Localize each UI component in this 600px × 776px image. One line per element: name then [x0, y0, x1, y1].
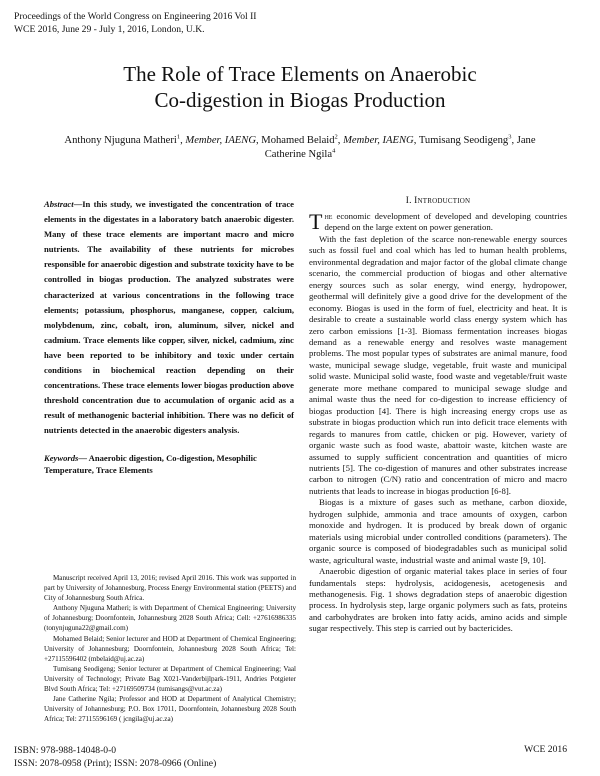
title-line-1: The Role of Trace Elements on Anaerobic — [123, 62, 477, 86]
footer-issn: ISSN: 2078-0958 (Print); ISSN: 2078-0966 (Online) — [14, 758, 217, 769]
author-2-role: Member, IAENG — [343, 135, 414, 146]
author-2-affil: 2 — [334, 133, 338, 141]
abstract-text: —In this study, we investigated the concentration of trace elements in the digestates in a laboratory batch anaerobic digester. Many of these trace elements are important macro and micro nutrients. The availability of these nutrients for microbes responsible for anaerobic digestion and substrate toxicity have to be controlled in biogas production. The analyzed substrates were characterized at various concentrations in the following trace elements; potassium, phosphorus, manganese, copper, calcium, molybdenum, zinc, cobalt, iron, aluminum, silver, nickel and cadmium. Trace elements like copper, silver, nickel, cadmium, zinc have been reported to be inhibitory and toxic under certain conditions in biochemical reaction depending on their concentrations. These trace elements lower biogas production above threshold concentration due to accumulation of organic acid as a result of methanogenic bacterial inhibition. There was no deficit of nutrients detected in the anaerobic digesters analysis. — [44, 199, 294, 436]
author-4-name: Jane Catherine Ngila — [264, 135, 536, 160]
footer-wce: WCE 2016 — [524, 744, 567, 755]
footer-isbn: ISBN: 978-988-14048-0-0 — [14, 745, 117, 756]
page-footer — [14, 744, 216, 770]
keywords — [44, 452, 294, 477]
footnote-author-2: Mohamed Belaid; Senior lecturer and HOD at Department of Chemical Engineering; University of Johannesburg; Doornfontein, Johannesburg 2028 South Africa; Tel: +27115596402 (mbelaid@uj.ac.za) — [44, 634, 296, 663]
title-line-2: Co-digestion in Biogas Production — [154, 88, 446, 112]
footnote-author-4: Jane Catherine Ngila; Professor and HOD at Department of Analytical Chemistry; University of Johannesburg; P.O. Box 17011, Doornfontein, Johannesburg 2028 South Africa; Tel: 27115596169 ( jcngila@uj.ac.za) — [44, 695, 296, 724]
header-conference: WCE 2016, June 29 - July 1, 2016, London, U.K. — [14, 24, 205, 35]
right-column — [309, 195, 567, 635]
paper-title — [40, 61, 560, 113]
author-1-affil: 1 — [176, 133, 181, 141]
keywords-label: Keywords — [44, 452, 79, 463]
paragraph-3: Biogas is a mixture of gases such as methane, carbon dioxide, hydrogen sulphide, ammonia and trace amounts of oxygen, carbon monoxide and hydrogen. It is produced by break down of organic materials using microbial under controlled conditions (parameters). The organic source is composed of biodegradables such as municipal solid waste, agricultural waste, industrial waste and animal waste [9, 10]. — [309, 497, 567, 565]
author-1-name: Anthony Njuguna Matheri — [64, 135, 177, 146]
keywords-text: — Anaerobic digestion, Co-digestion, Mesophilic Temperature, Trace Elements — [44, 452, 257, 475]
section-heading: I. Introduction — [405, 196, 471, 206]
lead-caps: he — [324, 211, 333, 221]
author-3-affil: 3 — [508, 133, 512, 141]
author-footnotes — [44, 573, 296, 724]
paragraph-2: With the fast depletion of the scarce non-renewable energy sources such as fossil fuel and coal which has led to human health problems, environmental degradation and major factor of the global climate change scenario, the commercial production of biogas and other alternative energy sources such as solar energy, wind energy, hydropower, geothermal will definitely give a good drive for the development of the economy. Biogas is used in the form of fuel, electricity and heat. It is desirable to create a sustainable world class energy system which has zero carbon emissions [1-3]. Biomass fermentation increases biogas demand as a renewable energy and resolves waste management problems. The most popular types of substrates are animal manure, food waste, municipal sewage sludge, vegetable, fruit waste and municipal solid waste. Municipal solid waste, food waste and vegetable/fruit waste generate more methane compared to municipal sewage sludge and animal waste thus the need for co-digestion to increase efficiency of biogas production [4]. There is high increasing energy crops use as substrate in biogas production which run into deficit trace elements with regards to manures from cattle, chicken or pig. However, variety of organic waste such as food waste, abattoir waste, kitchen waste are assumed to supply sufficient concentration and quantities of micro nutrients [5]. The co-digestion of manures and other substrates increase carbon to nitrogen (C/N) ratio and concentration of micro and macro nutrients that leads to increase in biogas production [6-8]. — [309, 233, 567, 496]
left-column — [44, 197, 294, 477]
drop-cap: T — [309, 209, 323, 234]
paragraph-1-text: economic development of developed and developing countries depend on the large extent on power generation. — [324, 211, 567, 233]
author-1-role: Member, IAENG — [185, 135, 256, 146]
author-3-name: Tumisang Seodigeng — [418, 135, 509, 146]
author-4-affil: 4 — [332, 147, 336, 155]
header-proceedings: Proceedings of the World Congress on Engineering 2016 Vol II — [14, 11, 257, 22]
footnote-author-3: Tumisang Seodigeng; Senior lecturer at Department of Chemical Engineering; Vaal University of Technology; Private Bag X021-Vanderbijlpark-1911, Andries Potgieter Blvd South Africa; Tel: +27169509734 (tumisangs@vut.ac.za) — [44, 664, 296, 694]
footnote-manuscript: Manuscript received April 13, 2016; revised April 2016. This work was supported in part by University of Johannesburg, Process Energy Environmental station (PEETS) and City of Johannesburg South Africa. — [44, 574, 296, 603]
introduction-body — [309, 211, 567, 635]
abstract — [44, 197, 294, 439]
paragraph-4: Anaerobic digestion of organic material takes place in series of four fundamentals steps: hydrolysis, acidogenesis, acetogenesis and methanogenesis. Fig. 1 shows degradation steps of anaerobic digestion process. In hydrolysis step, large organic polymers such as fats, proteins and carbohydrates are broken into fatty acids, amino acids and simple sugar respectively. This step is carried out by bactericides. — [309, 566, 567, 634]
author-list: Anthony Njuguna Matheri$^1$, Member, IAENG, Mohamed Belaid$^2$, Member, IAENG, Tumisang Seodigeng$^3$, Jane Catherine Ngila$^4$ — [64, 133, 536, 160]
author-2-name: Mohamed Belaid — [261, 135, 335, 146]
footnote-author-1: Anthony Njuguna Matheri; is with Department of Chemical Engineering; University of Johannesburg; Doornfontein, Johannesburg 2028 South Africa; Cell: +27616986335 (tonynjuguna22@gmail.com) — [44, 604, 296, 633]
abstract-label: Abstract — [44, 199, 74, 209]
paragraph-1 — [309, 211, 567, 234]
running-header — [14, 10, 257, 36]
